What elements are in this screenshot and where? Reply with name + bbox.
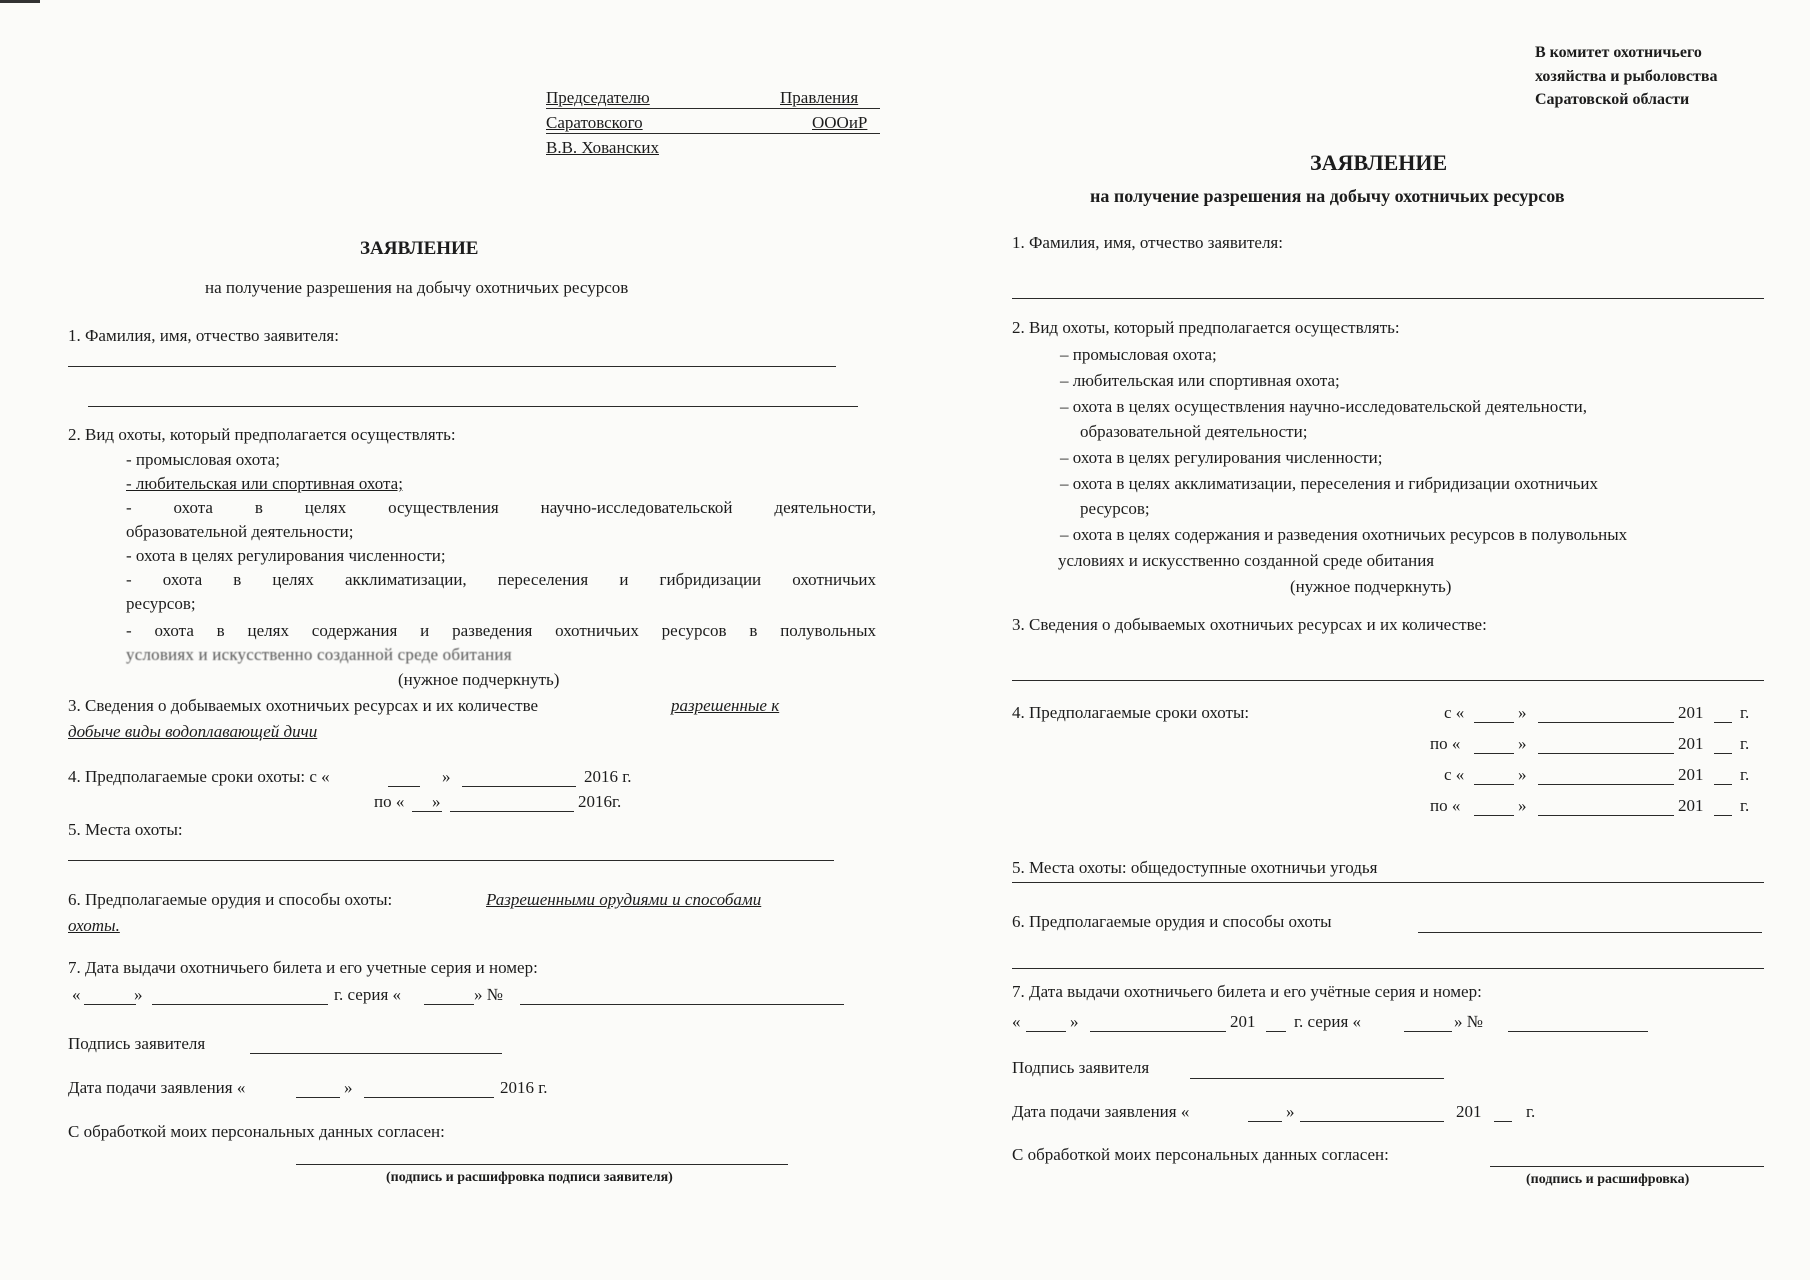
right-hunt-type-6a: – охота в целях содержания и разведения охотничьих ресурсов в полувольных xyxy=(1060,525,1628,544)
right-hunt-type-6b: условиях и искусственно созданной среде обитания xyxy=(1058,551,1435,570)
right-ticket-number-field[interactable] xyxy=(1508,1031,1648,1032)
left-item7-label: 7. Дата выдачи охотничьего билета и его учетные серия и номер: xyxy=(68,958,538,977)
right-date-year-field[interactable] xyxy=(1494,1121,1512,1122)
left-hunt-type-1: - промысловая охота; xyxy=(126,450,280,469)
right-period-3-day-field[interactable] xyxy=(1474,784,1514,785)
left-item7-no: » № xyxy=(474,985,503,1004)
right-period-1-close: » xyxy=(1518,703,1527,722)
right-hunt-type-5b: ресурсов; xyxy=(1080,499,1150,518)
addressee-name: В.В. Хованских xyxy=(546,138,659,157)
right-item7-close: » xyxy=(1070,1012,1079,1031)
right-hunt-type-2: – любительская или спортивная охота; xyxy=(1060,371,1340,390)
right-addressee-line-3: Саратовской области xyxy=(1535,91,1690,108)
right-date-day-field[interactable] xyxy=(1248,1121,1282,1122)
right-consent-caption: (подпись и расшифровка) xyxy=(1526,1172,1690,1187)
left-item4-label: 4. Предполагаемые сроки охоты: с « xyxy=(68,767,330,786)
right-period-1-unit: г. xyxy=(1740,703,1750,722)
left-date-label: Дата подачи заявления « xyxy=(68,1078,246,1097)
left-hunt-type-5b: ресурсов; xyxy=(126,594,196,613)
right-ticket-day-field[interactable] xyxy=(1026,1031,1066,1032)
right-hunt-type-3b: образовательной деятельности; xyxy=(1080,422,1308,441)
right-item7-year: 201 xyxy=(1230,1012,1256,1031)
right-item5-label: 5. Места охоты: общедоступные охотничьи угодья xyxy=(1012,858,1378,877)
right-tools-field-2[interactable] xyxy=(1012,968,1764,969)
right-period-3-prefix: с « xyxy=(1444,765,1465,784)
left-signature-field[interactable] xyxy=(250,1053,502,1054)
left-to-month-field[interactable] xyxy=(450,811,574,812)
right-item7-no: » № xyxy=(1454,1012,1483,1031)
right-period-4-month-field[interactable] xyxy=(1538,815,1674,816)
right-period-1-day-field[interactable] xyxy=(1474,722,1514,723)
addressee-chairman: Председателю xyxy=(546,88,650,107)
right-resources-field[interactable] xyxy=(1012,680,1764,681)
left-from-month-field[interactable] xyxy=(462,786,576,787)
left-item3-label: 3. Сведения о добываемых охотничьих ресурсах и их количестве xyxy=(68,696,539,715)
left-item3-value-b: добыче виды водоплавающей дичи xyxy=(68,722,318,741)
right-period-2-prefix: по « xyxy=(1430,734,1461,753)
left-date-close: » xyxy=(344,1078,353,1097)
right-hunt-type-1: – промысловая охота; xyxy=(1060,345,1217,364)
right-period-2-year-field[interactable] xyxy=(1714,753,1732,754)
left-hunt-type-6b: условиях и искусственно созданной среде обитания xyxy=(126,645,512,664)
addressee-underline-1 xyxy=(546,108,880,109)
right-period-1-year: 201 xyxy=(1678,703,1704,722)
right-period-2-close: » xyxy=(1518,734,1527,753)
right-date-unit: г. xyxy=(1526,1102,1536,1121)
right-underline-note: (нужное подчеркнуть) xyxy=(1290,577,1452,596)
right-item7-label: 7. Дата выдачи охотничьего билета и его учётные серия и номер: xyxy=(1012,982,1482,1001)
right-period-2-unit: г. xyxy=(1740,734,1750,753)
left-item1-label: 1. Фамилия, имя, отчество заявителя: xyxy=(68,326,339,345)
right-ticket-series-field[interactable] xyxy=(1404,1031,1452,1032)
right-ticket-month-field[interactable] xyxy=(1090,1031,1226,1032)
right-period-3-unit: г. xyxy=(1740,765,1750,784)
right-item7-open: « xyxy=(1012,1012,1021,1031)
right-period-4-day-field[interactable] xyxy=(1474,815,1514,816)
right-period-3-month-field[interactable] xyxy=(1538,784,1674,785)
left-hunt-type-6a: - охота в целях содержания и разведения охотничьих ресурсов в полувольных xyxy=(126,621,876,640)
left-item3-value-a: разрешенные к xyxy=(671,696,780,715)
right-period-3-year-field[interactable] xyxy=(1714,784,1732,785)
right-item6-label: 6. Предполагаемые орудия и способы охоты xyxy=(1012,912,1332,931)
left-hunt-type-3b: образовательной деятельности; xyxy=(126,522,354,541)
left-name-field-line-1[interactable] xyxy=(68,366,836,367)
right-period-2-day-field[interactable] xyxy=(1474,753,1514,754)
left-ticket-number-field[interactable] xyxy=(520,1004,844,1005)
right-consent-signature-field[interactable] xyxy=(1490,1166,1764,1167)
right-period-3-year: 201 xyxy=(1678,765,1704,784)
left-consent-signature-field[interactable] xyxy=(296,1164,788,1165)
right-item1-label: 1. Фамилия, имя, отчество заявителя: xyxy=(1012,233,1283,252)
right-consent-label: С обработкой моих персональных данных согласен: xyxy=(1012,1145,1389,1164)
left-item7-series: г. серия « xyxy=(334,985,402,1004)
right-signature-field[interactable] xyxy=(1190,1078,1444,1079)
left-item6-value-a: Разрешенными орудиями и способами xyxy=(486,890,762,909)
left-from-quote: » xyxy=(442,767,451,786)
addressee-board: Правления xyxy=(780,88,859,107)
right-hunt-type-4: – охота в целях регулирования численности; xyxy=(1060,448,1383,467)
left-item2-label: 2. Вид охоты, который предполагается осуществлять: xyxy=(68,425,456,444)
left-date-day-field[interactable] xyxy=(296,1097,340,1098)
right-period-4-prefix: по « xyxy=(1430,796,1461,815)
addressee-saratov: Саратовского xyxy=(546,113,643,132)
left-ticket-day-field[interactable] xyxy=(84,1004,136,1005)
right-signature-label: Подпись заявителя xyxy=(1012,1058,1150,1077)
right-tools-field-1[interactable] xyxy=(1418,932,1762,933)
left-to-quote: » xyxy=(432,792,441,811)
left-title: ЗАЯВЛЕНИЕ xyxy=(360,238,479,259)
addressee-underline-2 xyxy=(546,133,880,134)
right-form-page xyxy=(990,0,1810,1280)
right-date-close: » xyxy=(1286,1102,1295,1121)
right-item2-label: 2. Вид охоты, который предполагается осуществлять: xyxy=(1012,318,1400,337)
right-date-year: 201 xyxy=(1456,1102,1482,1121)
right-ticket-year-field[interactable] xyxy=(1266,1031,1286,1032)
right-period-1-year-field[interactable] xyxy=(1714,722,1732,723)
right-item3-label: 3. Сведения о добываемых охотничьих ресурсах и их количестве: xyxy=(1012,615,1487,634)
right-period-4-close: » xyxy=(1518,796,1527,815)
right-period-2-year: 201 xyxy=(1678,734,1704,753)
left-subtitle: на получение разрешения на добычу охотничьих ресурсов xyxy=(205,278,629,297)
left-item7-close: » xyxy=(134,985,143,1004)
left-item7-open: « xyxy=(72,985,81,1004)
right-period-4-unit: г. xyxy=(1740,796,1750,815)
left-to-prefix: по « xyxy=(374,792,405,811)
right-period-1-month-field[interactable] xyxy=(1538,722,1674,723)
left-underline-note: (нужное подчеркнуть) xyxy=(398,670,560,689)
right-date-label: Дата подачи заявления « xyxy=(1012,1102,1190,1121)
left-from-year: 2016 г. xyxy=(584,767,632,786)
left-consent-label: С обработкой моих персональных данных согласен: xyxy=(68,1122,445,1141)
right-addressee-line-2: хозяйства и рыболовства xyxy=(1535,68,1718,85)
left-name-field-line-2[interactable] xyxy=(88,406,858,407)
left-from-day-field[interactable] xyxy=(388,786,420,787)
right-item4-label: 4. Предполагаемые сроки охоты: xyxy=(1012,703,1250,722)
left-hunt-type-2-selected: - любительская или спортивная охота; xyxy=(126,474,403,493)
right-date-month-field[interactable] xyxy=(1300,1121,1444,1122)
left-hunt-type-5a: - охота в целях акклиматизации, переселения и гибридизации охотничьих xyxy=(126,570,876,589)
right-title: ЗАЯВЛЕНИЕ xyxy=(1310,150,1448,175)
left-item6-value-b: охоты. xyxy=(68,916,120,935)
left-ticket-series-field[interactable] xyxy=(424,1004,474,1005)
left-signature-label: Подпись заявителя xyxy=(68,1034,206,1053)
left-item5-label: 5. Места охоты: xyxy=(68,820,183,839)
left-hunt-type-4: - охота в целях регулирования численности; xyxy=(126,546,446,565)
left-hunt-type-3a: - охота в целях осуществления научно-исследовательской деятельности, xyxy=(126,498,876,517)
right-name-field[interactable] xyxy=(1012,298,1764,299)
left-ticket-month-field[interactable] xyxy=(152,1004,328,1005)
right-places-field[interactable] xyxy=(1012,882,1764,883)
right-period-4-year: 201 xyxy=(1678,796,1704,815)
right-period-3-close: » xyxy=(1518,765,1527,784)
left-date-year: 2016 г. xyxy=(500,1078,548,1097)
right-period-1-prefix: с « xyxy=(1444,703,1465,722)
right-hunt-type-5a: – охота в целях акклиматизации, переселения и гибридизации охотничьих xyxy=(1060,474,1598,493)
left-places-field[interactable] xyxy=(68,860,834,861)
left-item6-label: 6. Предполагаемые орудия и способы охоты: xyxy=(68,890,393,909)
right-item7-series: г. серия « xyxy=(1294,1012,1362,1031)
left-date-month-field[interactable] xyxy=(364,1097,494,1098)
left-to-year: 2016г. xyxy=(578,792,622,811)
right-period-4-year-field[interactable] xyxy=(1714,815,1732,816)
right-addressee-line-1: В комитет охотничьего xyxy=(1535,44,1702,61)
addressee-org: ОООиР xyxy=(812,113,868,132)
right-hunt-type-3a: – охота в целях осуществления научно-исследовательской деятельности, xyxy=(1060,397,1587,416)
left-consent-caption: (подпись и расшифровка подписи заявителя) xyxy=(386,1170,673,1185)
right-period-2-month-field[interactable] xyxy=(1538,753,1674,754)
right-subtitle: на получение разрешения на добычу охотничьих ресурсов xyxy=(1090,186,1565,206)
